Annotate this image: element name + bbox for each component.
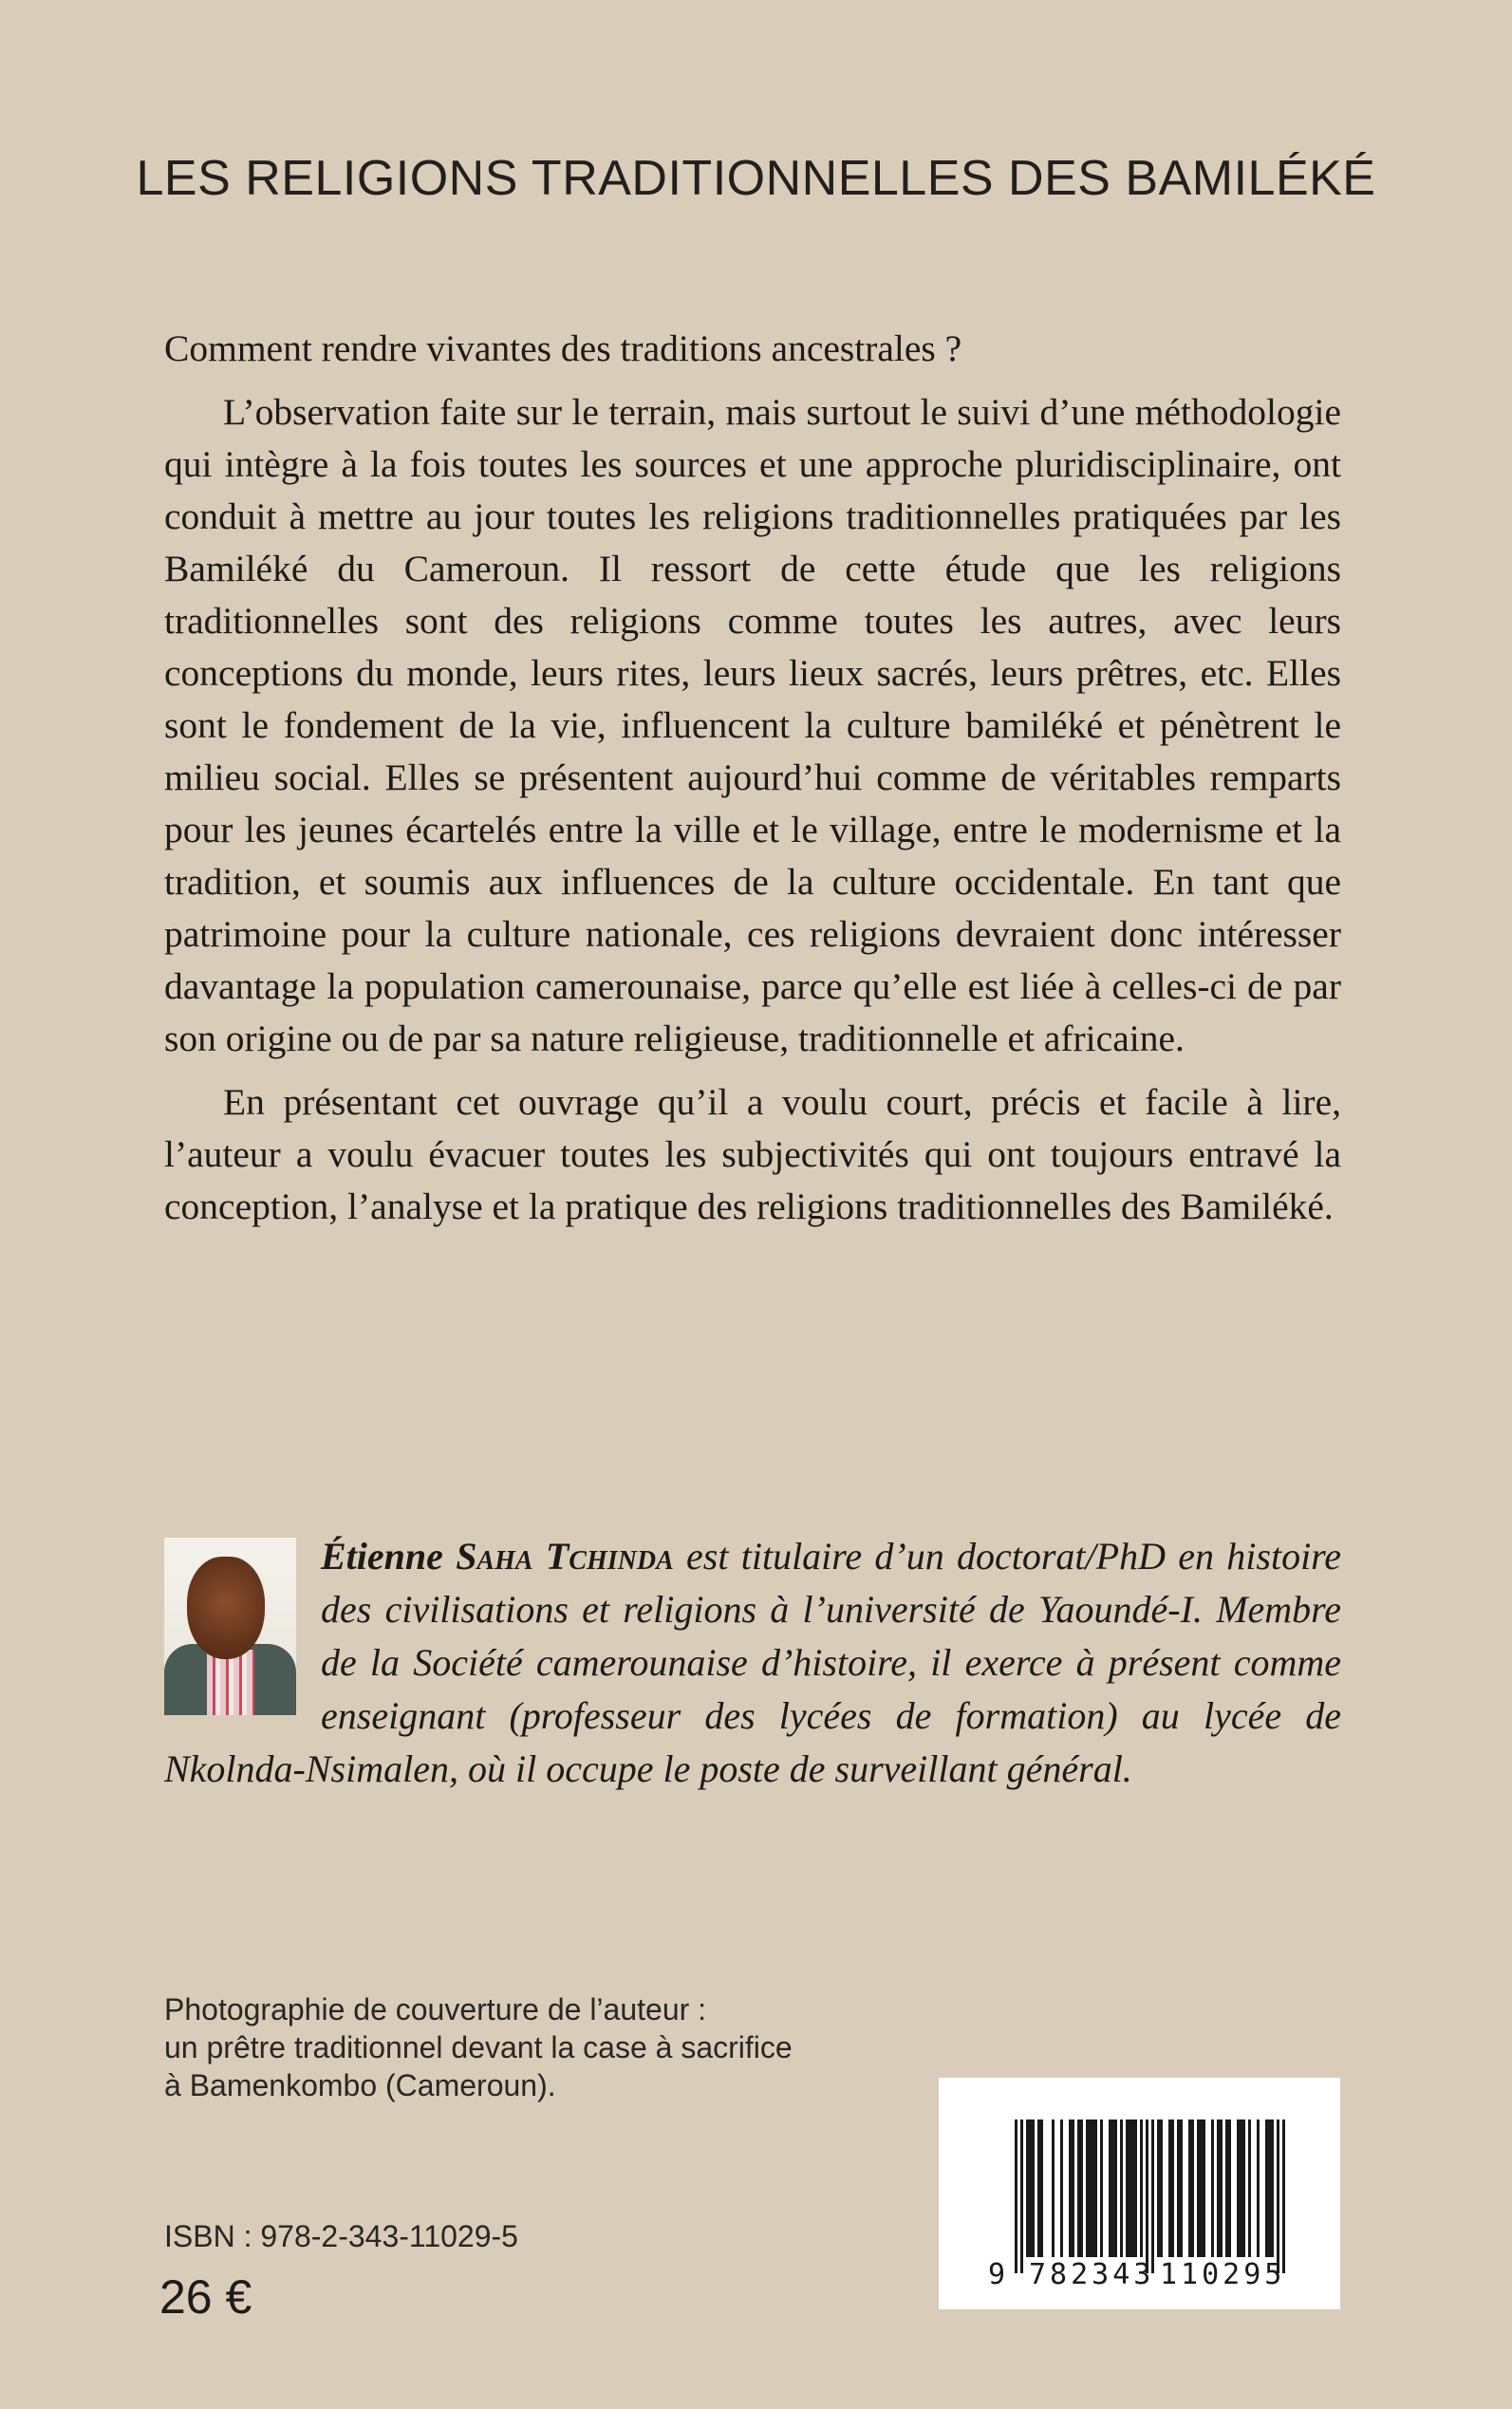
- barcode-bar: [1114, 2120, 1117, 2257]
- barcode-bar: [1225, 2120, 1228, 2257]
- barcode-bar: [1131, 2120, 1134, 2257]
- isbn: ISBN : 978-2-343-11029-5: [164, 2219, 518, 2253]
- barcode-bar: [1092, 2120, 1094, 2257]
- barcode-bar: [1037, 2120, 1040, 2257]
- barcode-bar: [1094, 2120, 1097, 2257]
- author-bio: [164, 1530, 1341, 1796]
- barcode-bar: [1171, 2120, 1174, 2257]
- barcode-bar: [1228, 2120, 1231, 2257]
- barcode-bar: [1134, 2120, 1137, 2257]
- caption-line: à Bamenkombo (Cameroun).: [164, 2068, 556, 2102]
- barcode-bar: [1248, 2120, 1251, 2257]
- barcode-bar: [1237, 2120, 1240, 2257]
- barcode-bar: [1080, 2120, 1083, 2257]
- barcode-bar: [1086, 2120, 1089, 2257]
- caption-line: un prêtre traditionnel devant la case à sacrifice: [164, 2030, 793, 2064]
- barcode-bar: [1029, 2120, 1032, 2257]
- barcode-bar: [1277, 2120, 1279, 2273]
- barcode-bar: [1160, 2120, 1163, 2257]
- blurb-paragraph: En présentant cet ouvrage qu’il a voulu court, précis et facile à lire, l’auteur a voulu évacuer toutes les subjectivités qui ont toujours entravé la conception, l’analyse et la pratique des religions traditionnelles des Bamiléké.: [164, 1081, 1341, 1227]
- barcode-bar: [1109, 2120, 1111, 2257]
- barcode-bar: [1197, 2120, 1200, 2257]
- barcode-bar: [1020, 2120, 1023, 2273]
- author-name: Étienne Saha Tchinda: [321, 1535, 674, 1578]
- barcode-graphic: [939, 2078, 1340, 2309]
- barcode-bar: [1026, 2120, 1029, 2257]
- barcode-bar: [1217, 2120, 1220, 2257]
- barcode-bar: [1100, 2120, 1103, 2257]
- barcode-bar: [1265, 2120, 1268, 2257]
- barcode-bar: [1089, 2120, 1092, 2257]
- barcode-bar: [1211, 2120, 1214, 2257]
- author-bio-text: est titulaire d’un doctorat/PhD en histoire des civilisations et religions à l’université de Yaoundé-I. Membre de la Société camerounaise d’histoire, il exerce à présent comme enseignant (professeur des lycées de formation) au lycée de Nkolnda-Nsimalen, où il occupe le poste de surveillant général.: [164, 1535, 1342, 1790]
- barcode-bar: [1157, 2120, 1160, 2257]
- barcode-bar: [1151, 2120, 1154, 2273]
- barcode-bar: [1126, 2120, 1129, 2257]
- barcode-bar: [1200, 2120, 1203, 2257]
- barcode-bar: [1240, 2120, 1242, 2257]
- caption-line: Photographie de couverture de l’auteur :: [164, 1992, 707, 2026]
- back-cover-blurb: [164, 323, 1341, 1244]
- barcode-digits: 782343: [1029, 2258, 1155, 2291]
- barcode-bar: [1220, 2120, 1223, 2257]
- barcode-bar: [1032, 2120, 1035, 2257]
- barcode-bar: [1069, 2120, 1072, 2257]
- barcode-bar: [1168, 2120, 1171, 2257]
- barcode-digits: 110295: [1160, 2258, 1286, 2291]
- barcode-bar: [1271, 2120, 1274, 2257]
- book-title: LES RELIGIONS TRADITIONNELLES DES BAMILÉKÉ: [136, 151, 1376, 206]
- barcode-bar: [1120, 2120, 1123, 2257]
- barcode-bar: [1052, 2120, 1055, 2257]
- barcode-bar: [1111, 2120, 1114, 2257]
- barcode-bar: [1146, 2120, 1148, 2273]
- barcode-bar: [1268, 2120, 1271, 2257]
- barcode-bar: [1242, 2120, 1245, 2257]
- barcode-bar: [1060, 2120, 1063, 2257]
- blurb-question: Comment rendre vivantes des traditions ancestrales ?: [164, 327, 962, 369]
- barcode-bar: [1015, 2120, 1017, 2273]
- barcode-bar: [1072, 2120, 1074, 2257]
- price: 26 €: [159, 2270, 252, 2324]
- barcode-bar: [1077, 2120, 1080, 2257]
- barcode-digits: 9: [988, 2258, 1010, 2291]
- barcode-bar: [1129, 2120, 1131, 2257]
- barcode-bar: [1203, 2120, 1205, 2257]
- barcode-bar: [1257, 2120, 1260, 2257]
- barcode-bar: [1180, 2120, 1183, 2257]
- barcode-bar: [1140, 2120, 1143, 2257]
- barcode-bar: [1282, 2120, 1285, 2273]
- barcode-bar: [1188, 2120, 1191, 2257]
- cover-photo-caption: [164, 1990, 793, 2104]
- blurb-paragraph: L’observation faite sur le terrain, mais surtout le suivi d’une méthodologie qui intègre à la fois toutes les sources et une approche pluridisciplinaire, ont conduit à mettre au jour toutes les religions traditionnelles pratiquées par les Bamiléké du Cameroun. Il ressort de cette étude que les religions traditionnelles sont des religions comme toutes les autres, avec leurs conceptions du monde, leurs rites, leurs lieux sacrés, leurs prêtres, etc. Elles sont le fondement de la vie, influencent la culture bamiléké et pénètrent le milieu social. Elles se présentent aujourd’hui comme de véritables remparts pour les jeunes écartelés entre la ville et le village, entre le modernisme et la tradition, et soumis aux influences de la culture occidentale. En tant que patrimoine pour la culture nationale, ces religions devraient donc intéresser davantage la population camerounaise, parce qu’elle est liée à celles-ci de par son origine ou de par sa nature religieuse, traditionnelle et africaine.: [164, 391, 1341, 1059]
- barcode-bar: [1191, 2120, 1194, 2257]
- barcode-bar: [1040, 2120, 1043, 2257]
- barcode-bar: [1177, 2120, 1180, 2257]
- barcode: [939, 2078, 1340, 2309]
